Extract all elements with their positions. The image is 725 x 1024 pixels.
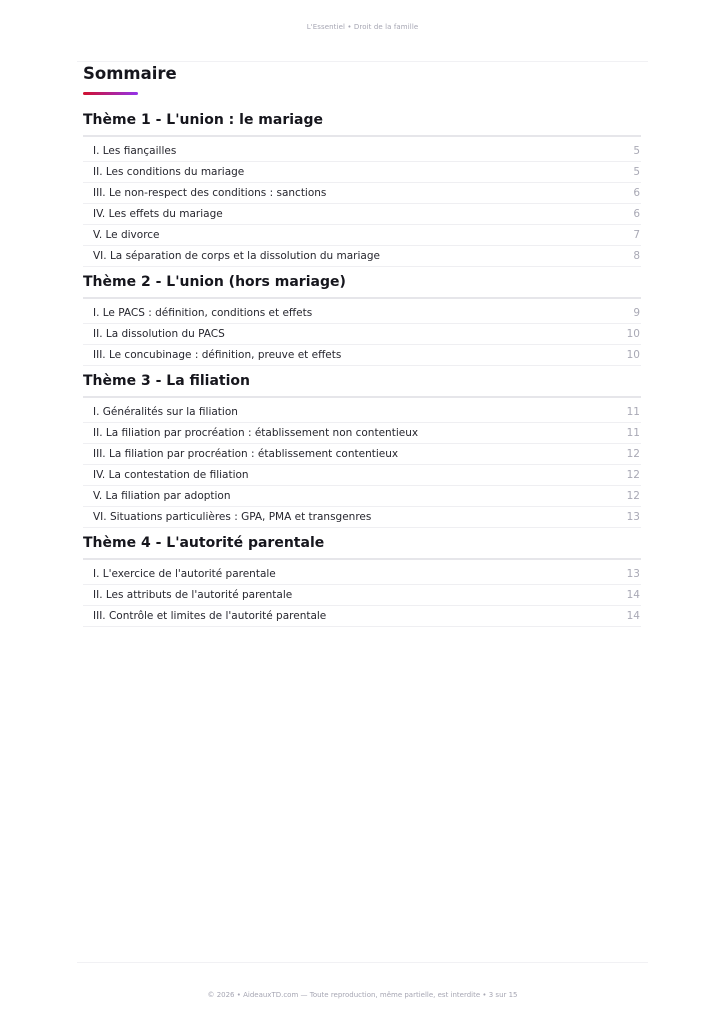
toc-entry-label: II. La filiation par procréation : établissement non contentieux <box>93 427 419 439</box>
toc-entry-page: 12 <box>626 469 640 481</box>
theme-entries <box>83 402 641 528</box>
toc-entry[interactable] <box>83 225 641 246</box>
toc-entry-page: 5 <box>633 166 640 178</box>
theme-heading: Thème 2 - L'union (hors mariage) <box>83 273 641 299</box>
theme-section-1 <box>83 111 641 267</box>
theme-section-4 <box>83 534 641 627</box>
toc-entry[interactable] <box>83 402 641 423</box>
toc-entry-page: 9 <box>633 307 640 319</box>
toc-entry-label: III. Le concubinage : définition, preuve et effets <box>93 349 342 361</box>
toc-entry-label: II. Les attributs de l'autorité parentale <box>93 589 293 601</box>
toc-entry-page: 6 <box>633 187 640 199</box>
toc-entry-page: 14 <box>626 589 640 601</box>
toc-entry[interactable] <box>83 507 641 528</box>
toc-entry[interactable] <box>83 564 641 585</box>
toc-entry-label: VI. La séparation de corps et la dissolution du mariage <box>93 250 380 262</box>
theme-section-3 <box>83 372 641 528</box>
toc-entry-label: IV. La contestation de filiation <box>93 469 249 481</box>
running-footer: © 2026 • AideauxTD.com — Toute reproduction, même partielle, est interdite • 3 sur 15 <box>207 991 518 999</box>
theme-section-2 <box>83 273 641 366</box>
toc-entry-label: VI. Situations particulières : GPA, PMA et transgenres <box>93 511 372 523</box>
theme-entries <box>83 564 641 627</box>
toc-entry-page: 13 <box>626 568 640 580</box>
toc-entry-label: II. La dissolution du PACS <box>93 328 225 340</box>
toc-entry-label: I. Les fiançailles <box>93 145 177 157</box>
toc-entry[interactable] <box>83 444 641 465</box>
toc-entry-label: III. La filiation par procréation : établissement contentieux <box>93 448 399 460</box>
toc-entry-page: 11 <box>626 406 640 418</box>
theme-heading: Thème 4 - L'autorité parentale <box>83 534 641 560</box>
toc-entry-page: 12 <box>626 448 640 460</box>
toc-entry-label: III. Le non-respect des conditions : sanctions <box>93 187 327 199</box>
toc-entry-page: 7 <box>633 229 640 241</box>
toc-entry-page: 8 <box>633 250 640 262</box>
theme-heading: Thème 1 - L'union : le mariage <box>83 111 641 137</box>
toc-entry-page: 5 <box>633 145 640 157</box>
toc-entry[interactable] <box>83 606 641 627</box>
table-of-contents <box>83 64 641 627</box>
toc-entry-label: II. Les conditions du mariage <box>93 166 245 178</box>
toc-entry[interactable] <box>83 345 641 366</box>
toc-entry[interactable] <box>83 423 641 444</box>
toc-entry[interactable] <box>83 324 641 345</box>
toc-entry-label: I. Le PACS : définition, conditions et effets <box>93 307 313 319</box>
title-accent-underline <box>83 92 138 95</box>
toc-entry[interactable] <box>83 204 641 225</box>
toc-entry-label: I. L'exercice de l'autorité parentale <box>93 568 276 580</box>
running-header: L'Essentiel • Droit de la famille <box>306 23 419 31</box>
toc-entry-page: 12 <box>626 490 640 502</box>
toc-entry-label: V. La filiation par adoption <box>93 490 231 502</box>
theme-heading: Thème 3 - La filiation <box>83 372 641 398</box>
theme-entries <box>83 303 641 366</box>
toc-entry-label: I. Généralités sur la filiation <box>93 406 238 418</box>
header-divider <box>77 61 648 62</box>
toc-entry[interactable] <box>83 486 641 507</box>
toc-entry-label: V. Le divorce <box>93 229 160 241</box>
theme-entries <box>83 141 641 267</box>
toc-entry-page: 14 <box>626 610 640 622</box>
toc-entry-label: III. Contrôle et limites de l'autorité parentale <box>93 610 327 622</box>
footer-divider <box>77 962 648 963</box>
toc-entry[interactable] <box>83 246 641 267</box>
toc-entry[interactable] <box>83 465 641 486</box>
toc-entry[interactable] <box>83 585 641 606</box>
toc-entry-page: 13 <box>626 511 640 523</box>
toc-entry-page: 10 <box>626 328 640 340</box>
toc-title: Sommaire <box>83 64 177 83</box>
toc-entry-label: IV. Les effets du mariage <box>93 208 223 220</box>
toc-entry[interactable] <box>83 141 641 162</box>
toc-entry[interactable] <box>83 183 641 204</box>
toc-entry-page: 6 <box>633 208 640 220</box>
toc-entry[interactable] <box>83 162 641 183</box>
toc-entry-page: 10 <box>626 349 640 361</box>
toc-entry-page: 11 <box>626 427 640 439</box>
toc-entry[interactable] <box>83 303 641 324</box>
